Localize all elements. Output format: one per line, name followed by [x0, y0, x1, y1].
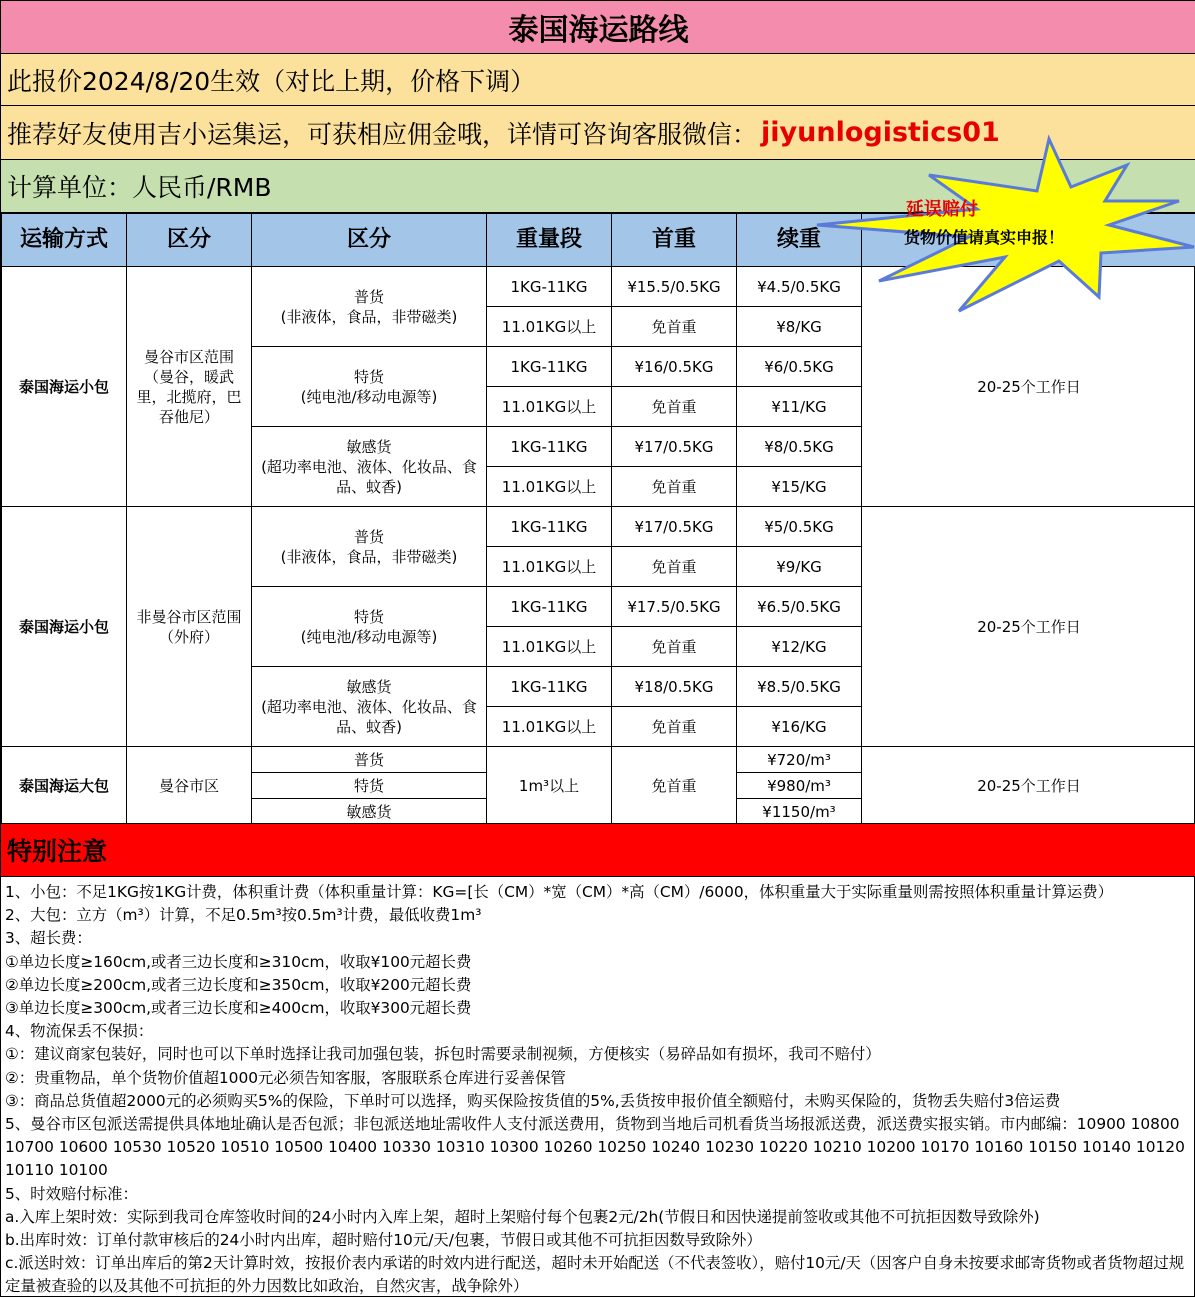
note-line: 4、物流保丢不保损： [5, 1020, 1190, 1043]
first-weight-cell: 免首重 [612, 547, 737, 587]
category-desc: (超功率电池、液体、化妆品、食品、蚊香) [258, 697, 480, 737]
weight-cell: 1KG-11KG [487, 667, 612, 707]
category-cell [252, 267, 487, 347]
weight-cell: 1KG-11KG [487, 587, 612, 627]
category-name: 普货 [258, 287, 480, 307]
extra-weight-cell: ¥720/m³ [737, 747, 862, 773]
extra-weight-cell: ¥8.5/0.5KG [737, 667, 862, 707]
note-line: 3、超长费： [5, 927, 1190, 950]
weight-cell: 1KG-11KG [487, 267, 612, 307]
first-weight-cell: 免首重 [612, 747, 737, 825]
category-cell: 敏感货 [252, 799, 487, 825]
area-cell: 曼谷市区 [127, 747, 252, 825]
category-cell: 普货 [252, 747, 487, 773]
area-cell: 曼谷市区范围（曼谷，暖武里，北揽府，巴吞他尼） [127, 267, 252, 507]
extra-weight-cell: ¥4.5/0.5KG [737, 267, 862, 307]
eta-cell: 20-25个工作日 [862, 747, 1195, 825]
method-cell: 泰国海运小包 [2, 507, 127, 747]
first-weight-cell: 免首重 [612, 307, 737, 347]
first-weight-cell: ¥16/0.5KG [612, 347, 737, 387]
area-cell: 非曼谷市区范围（外府） [127, 507, 252, 747]
table-row [2, 747, 1195, 773]
extra-weight-cell: ¥8/KG [737, 307, 862, 347]
weight-cell: 11.01KG以上 [487, 707, 612, 747]
extra-weight-cell: ¥6/0.5KG [737, 347, 862, 387]
delay-compensation-label: 延误赔付 [904, 195, 1124, 221]
special-notice-title: 特别注意 [7, 832, 107, 868]
note-line: c.派送时效：订单出库后的第2天计算时效，按报价表内承诺的时效内进行配送，超时未开始配送（不代表签收），赔付10元/天（因客户自身未按要求邮寄货物或者货物超过规定量被查验的以及其他不可抗拒的外力因数比如政治，自然灾害，战争除外） [5, 1252, 1190, 1298]
first-weight-cell: ¥17/0.5KG [612, 427, 737, 467]
referral-text: 推荐好友使用吉小运集运，可获相应佣金哦，详情可咨询客服微信： [7, 115, 757, 151]
wechat-id: jiyunlogistics01 [761, 117, 1000, 148]
declare-value-label: 货物价值请真实申报！ [904, 225, 1124, 248]
eta-cell: 20-25个工作日 [862, 507, 1195, 747]
extra-weight-cell: ¥11/KG [737, 387, 862, 427]
extra-weight-cell: ¥1150/m³ [737, 799, 862, 825]
extra-weight-cell: ¥12/KG [737, 627, 862, 667]
header-area: 区分 [127, 214, 252, 267]
header-extra-weight: 续重 [737, 214, 862, 267]
page-title [1, 1, 1195, 54]
category-name: 敏感货 [258, 437, 480, 457]
category-name: 特货 [258, 607, 480, 627]
weight-cell: 11.01KG以上 [487, 467, 612, 507]
starburst-text [904, 195, 1124, 248]
weight-cell: 11.01KG以上 [487, 387, 612, 427]
extra-weight-cell: ¥8/0.5KG [737, 427, 862, 467]
category-cell [252, 347, 487, 427]
header-method: 运输方式 [2, 214, 127, 267]
weight-cell: 1KG-11KG [487, 347, 612, 387]
category-desc: (非液体，食品，非带磁类) [258, 307, 480, 327]
note-line: 5、曼谷市区包派送需提供具体地址确认是否包派；非包派送地址需收件人支付派送费用，货物到当地后司机看货当场报派送费，派送费实报实销。市内邮编：10900 10800 10700 10600 10530 10520 10510 10500 10400 10330 10310 10300 10260 10250 10240 10230 10220 10210 10200 10170 10160 10150 10140 10120 10110 10100 [5, 1113, 1190, 1183]
weight-cell: 1KG-11KG [487, 427, 612, 467]
weight-cell: 1KG-11KG [487, 507, 612, 547]
first-weight-cell: 免首重 [612, 707, 737, 747]
weight-cell: 11.01KG以上 [487, 547, 612, 587]
category-name: 普货 [258, 527, 480, 547]
currency-unit-text: 计算单位：人民币/RMB [7, 168, 272, 204]
extra-weight-cell: ¥16/KG [737, 707, 862, 747]
category-name: 敏感货 [258, 677, 480, 697]
extra-weight-cell: ¥9/KG [737, 547, 862, 587]
category-desc: (纯电池/移动电源等) [258, 387, 480, 407]
table-row [2, 507, 1195, 547]
header-first-weight: 首重 [612, 214, 737, 267]
note-line: ①：建议商家包装好，同时也可以下单时选择让我司加强包装，拆包时需要录制视频，方便核实（易碎品如有损坏，我司不赔付） [5, 1043, 1190, 1066]
category-cell [252, 587, 487, 667]
note-line: 2、大包：立方（m³）计算，不足0.5m³按0.5m³计费，最低收费1m³ [5, 904, 1190, 927]
method-cell: 泰国海运小包 [2, 267, 127, 507]
special-notice-banner [1, 823, 1195, 877]
header-weight: 重量段 [487, 214, 612, 267]
eta-cell: 20-25个工作日 [862, 267, 1195, 507]
note-line: 1、小包：不足1KG按1KG计费，体积重计费（体积重量计算：KG=[长（CM）*宽（CM）*高（CM）/6000，体积重量大于实际重量则需按照体积重量计算运费） [5, 881, 1190, 904]
extra-weight-cell: ¥980/m³ [737, 773, 862, 799]
first-weight-cell: ¥18/0.5KG [612, 667, 737, 707]
category-cell [252, 507, 487, 587]
category-cell [252, 667, 487, 747]
page-title-text: 泰国海运路线 [509, 5, 689, 49]
extra-weight-cell: ¥15/KG [737, 467, 862, 507]
weight-cell: 11.01KG以上 [487, 307, 612, 347]
note-line: a.入库上架时效：实际到我司仓库签收时间的24小时内入库上架，超时上架赔付每个包裹2元/2h(节假日和因快递提前签收或其他不可抗拒因数导致除外) [5, 1206, 1190, 1229]
header-category: 区分 [252, 214, 487, 267]
weight-cell: 1m³以上 [487, 747, 612, 825]
note-line: 5、时效赔付标准： [5, 1183, 1190, 1206]
effective-date-banner [1, 54, 1195, 106]
note-line: ②单边长度≥200cm,或者三边长度和≥350cm，收取¥200元超长费 [5, 974, 1190, 997]
category-desc: (非液体，食品，非带磁类) [258, 547, 480, 567]
first-weight-cell: 免首重 [612, 387, 737, 427]
note-line: ③单边长度≥300cm,或者三边长度和≥400cm，收取¥300元超长费 [5, 997, 1190, 1020]
note-line: ②：贵重物品，单个货物价值超1000元必须告知客服，客服联系仓库进行妥善保管 [5, 1067, 1190, 1090]
extra-weight-cell: ¥5/0.5KG [737, 507, 862, 547]
effective-date-text: 此报价2024/8/20生效（对比上期，价格下调） [7, 62, 535, 98]
category-desc: (纯电池/移动电源等) [258, 627, 480, 647]
first-weight-cell: ¥15.5/0.5KG [612, 267, 737, 307]
first-weight-cell: ¥17.5/0.5KG [612, 587, 737, 627]
weight-cell: 11.01KG以上 [487, 627, 612, 667]
first-weight-cell: ¥17/0.5KG [612, 507, 737, 547]
notes-list [5, 881, 1190, 1299]
note-line: ③：商品总货值超2000元的必须购买5%的保险，下单时可以选择，购买保险按货值的5%,丢货按申报价值全额赔付，未购买保险的，货物丢失赔付3倍运费 [5, 1090, 1190, 1113]
method-cell: 泰国海运大包 [2, 747, 127, 825]
note-line: ①单边长度≥160cm,或者三边长度和≥310cm，收取¥100元超长费 [5, 951, 1190, 974]
note-line: b.出库时效：订单付款审核后的24小时内出库，超时赔付10元/天/包裹，节假日或其他不可抗拒因数导致除外） [5, 1229, 1190, 1252]
category-cell [252, 427, 487, 507]
first-weight-cell: 免首重 [612, 627, 737, 667]
category-desc: (超功率电池、液体、化妆品、食品、蚊香) [258, 457, 480, 497]
first-weight-cell: 免首重 [612, 467, 737, 507]
category-cell: 特货 [252, 773, 487, 799]
extra-weight-cell: ¥6.5/0.5KG [737, 587, 862, 627]
category-name: 特货 [258, 367, 480, 387]
